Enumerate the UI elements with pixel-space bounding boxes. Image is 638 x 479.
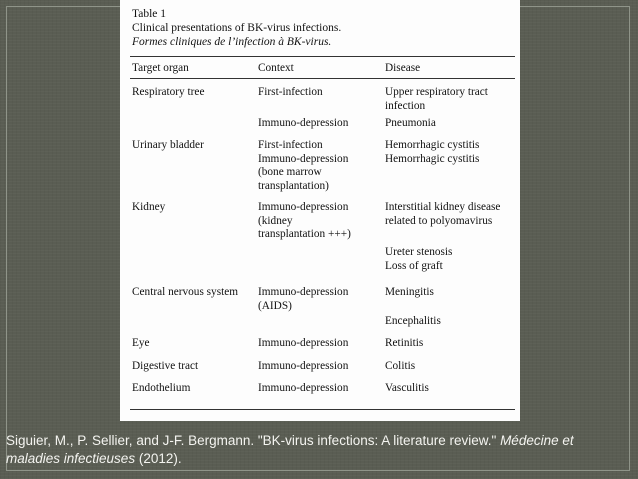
table-cell-disease: Upper respiratory tract infection <box>385 86 488 112</box>
table-cell-disease: Ureter stenosis Loss of graft <box>385 246 453 272</box>
table-top-rule <box>130 56 515 57</box>
citation-text <box>6 432 626 468</box>
table-cell-disease: Hemorrhagic cystitis Hemorrhagic cystitis <box>385 139 480 165</box>
table-cell-disease: Retinitis <box>385 337 424 349</box>
table-cell-organ: Kidney <box>132 201 166 213</box>
table-cell-disease: Encephalitis <box>385 315 441 327</box>
table-cell-context: Immuno-depression (kidney transplantation +++) <box>258 201 351 240</box>
citation-authors: Siguier, M., P. Sellier, and J-F. Bergmann. "BK-virus infections: A literature review." <box>6 433 501 448</box>
table-cell-organ: Urinary bladder <box>132 139 204 151</box>
column-header-disease: Disease <box>385 62 421 74</box>
table-cell-disease: Meningitis <box>385 286 434 298</box>
table-cell-context: Immuno-depression <box>258 382 349 394</box>
table-cell-context: First-infection Immuno-depression (bone marrow transplantation) <box>258 139 349 192</box>
citation-journal: Médecine et maladies infectieuses <box>6 433 574 466</box>
table-cell-context: Immuno-depression (AIDS) <box>258 286 349 312</box>
column-header-target-organ: Target organ <box>132 62 189 74</box>
column-header-context: Context <box>258 62 294 74</box>
citation-year: (2012). <box>135 451 182 466</box>
table-number: Table 1 <box>132 8 167 20</box>
table-cell-context: Immuno-depression <box>258 337 349 349</box>
table-cell-disease: Colitis <box>385 360 416 372</box>
table-title-english: Clinical presentations of BK-virus infections. <box>132 22 342 34</box>
table-cell-organ: Digestive tract <box>132 360 199 372</box>
table-cell-context: First-infection <box>258 86 323 98</box>
table-caption <box>132 7 512 49</box>
table-header-rule <box>130 78 515 79</box>
table-cell-disease: Vasculitis <box>385 382 429 394</box>
table-cell-context: Immuno-depression <box>258 117 349 129</box>
table-cell-organ: Eye <box>132 337 150 349</box>
table-cell-organ: Central nervous system <box>132 286 239 298</box>
table-image <box>120 0 520 421</box>
table-cell-organ: Respiratory tree <box>132 86 205 98</box>
table-cell-context: Immuno-depression <box>258 360 349 372</box>
table-cell-disease: Pneumonia <box>385 117 436 129</box>
table-cell-organ: Endothelium <box>132 382 191 394</box>
table-title-french: Formes cliniques de l’infection à BK-virus. <box>132 36 332 48</box>
table-bottom-rule <box>130 409 515 410</box>
table-cell-disease: Interstitial kidney disease related to polyomavirus <box>385 201 501 227</box>
